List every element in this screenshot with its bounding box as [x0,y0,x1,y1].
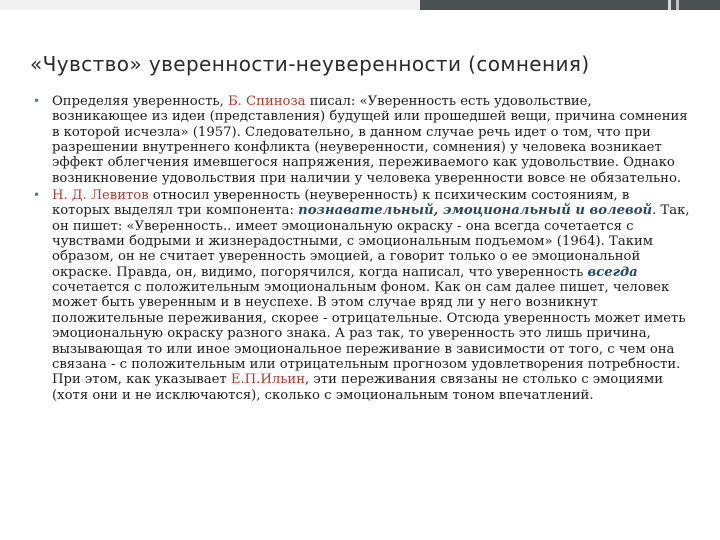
slide-content [26,94,690,405]
author-name: Е.П.Ильин [230,372,306,388]
bullet-text: . Так, он пишет: «Уверенность.. имеет эмоциональную окраску - она всегда сочетается с чувствами бодрыми и жизнерадостными, с эмоциональным подъемом» (1964). Таким образом, он не считает уверенность эмоцией, а говорит только о ее эмоциональной окраске. Правда, он, видимо, погорячился, когда написал, что уверенность [52,203,690,280]
emphasized-word: всегда [587,264,638,280]
header-stripe [668,0,671,10]
bullet-text: Определяя уверенность, [52,94,228,109]
bullet-spinoza [26,94,690,186]
author-name: Б. Спиноза [227,94,306,109]
bullet-text: сочетается с положительным эмоциональным фоном. Как он сам далее пишет, человек может быть уверенным и в неуспехе. В этом случае вряд ли у него возникнут положительные переживания, скорее - отрицательные. Отсюда уверенность может иметь эмоциональную окраску разного знака. А раз так, то уверенность это лишь причина, вызывающая то или иное эмоциональное переживание в зависимости от того, с чем она связана - с положительным или отрицательным прогнозом удовлетворения потребности. При этом, как указывает [52,280,686,388]
bullet-levitov [26,188,690,403]
header-bar-light [0,0,420,10]
bullet-marker: • [33,94,41,108]
bullet-text: писал: «Уверенность есть удовольствие, возникающее из идеи (представления) будущей или прошедшей вещи, причина сомнения в которой исчезла» (1957). Следовательно, в данном случае речь идет о том, что при разрешении внутреннего конфликта (неуверенности, сомнения) у человека возникает эффект облегчения имевшегося напряжения, переживаемого как удовольствие. Однако возникновение удовольствия при наличии у человека уверенности вовсе не обязательно. [52,94,688,186]
bullet-text: , эти переживания связаны не столько с эмоциями (хотя они и не исключаются), сколько с эмоциональным тоном впечатлений. [52,372,663,403]
bullet-text: относил уверенность (неуверенность) к психическим состояниям, в которых выделял три компонента: [52,188,630,219]
author-name: Н. Д. Левитов [52,188,149,204]
header-stripe [676,0,679,10]
emphasized-components: познавательный, эмоциональный и волевой [298,203,653,219]
bullet-marker: • [33,188,41,203]
slide-title: «Чувство» уверенности-неуверенности (сомнения) [30,52,590,76]
